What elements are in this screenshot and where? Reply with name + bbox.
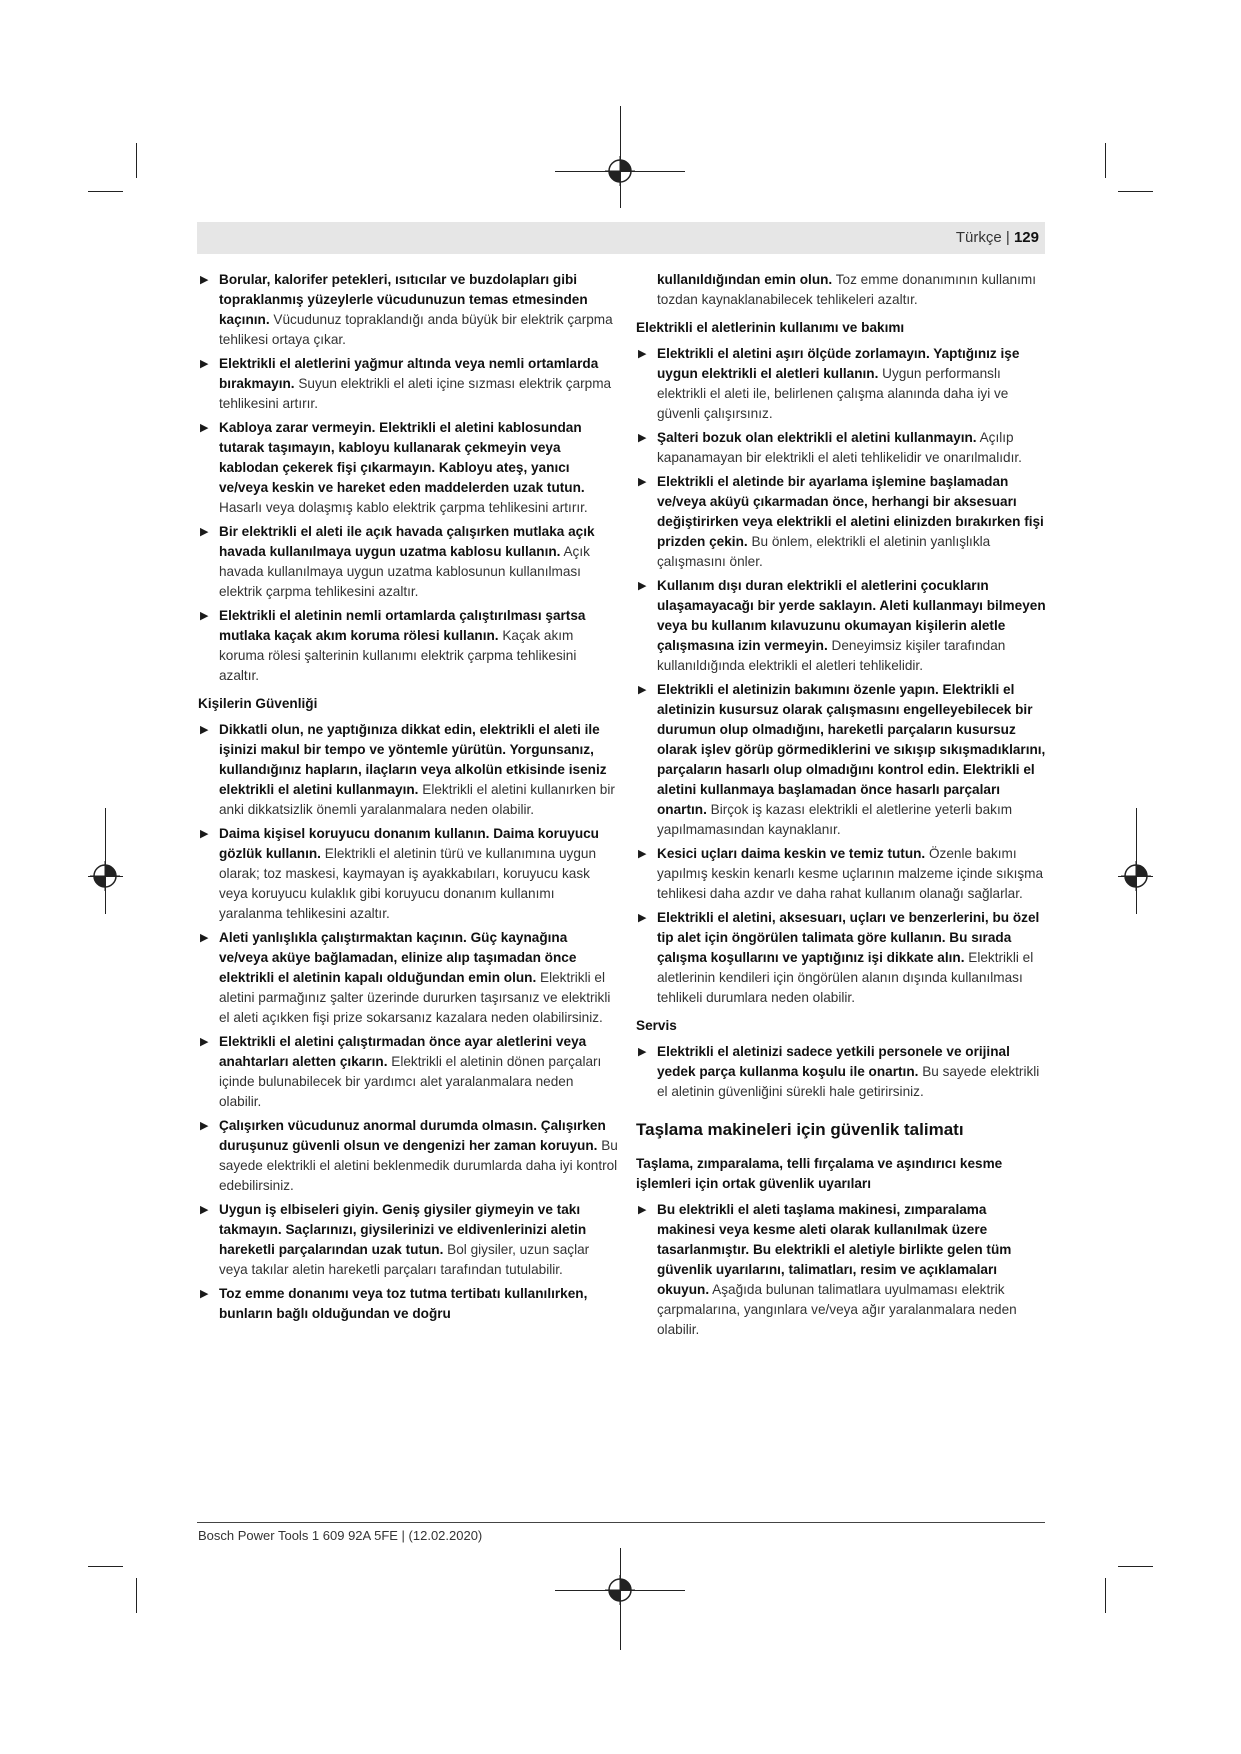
list-item bbox=[198, 522, 618, 602]
section-heading-service: Servis bbox=[636, 1018, 677, 1033]
footer-text: Bosch Power Tools 1 609 92A 5FE | (12.02.2020) bbox=[198, 1528, 483, 1543]
registration-target-icon bbox=[605, 1575, 635, 1605]
registration-target-icon bbox=[1121, 861, 1151, 891]
right-column bbox=[636, 270, 1046, 1344]
list-item bbox=[198, 418, 618, 518]
item-bold-text: Elektrikli el aletinin nemli ortamlarda çalıştırılması şartsa mutlaka kaçak akım koruma rölesi kullanın. bbox=[219, 608, 586, 643]
bullet-arrow-icon: ▶ bbox=[638, 848, 647, 860]
header-language: Türkçe bbox=[955, 229, 1002, 246]
item-bold-text: Elektrikli el aletini aşırı ölçüde zorlamayın. Yaptığınız işe uygun elektrikli el aletleri kullanın. bbox=[657, 346, 1020, 381]
page-number: 129 bbox=[1013, 229, 1039, 246]
bullet-arrow-icon: ▶ bbox=[200, 1204, 209, 1216]
bullet-arrow-icon: ▶ bbox=[200, 274, 209, 286]
bullet-arrow-icon: ▶ bbox=[200, 1288, 209, 1300]
item-text: Elektrikli el aletinin dönen parçaları içinde bulunabilecek bir yardımcı alet yaralanmalara neden olabilir. bbox=[219, 1054, 602, 1109]
crop-mark bbox=[88, 1566, 123, 1567]
item-text: Elektrikli el aletinin türü ve kullanımına uygun olarak; toz maskesi, kaymayan iş ayakkabıları, koruyucu kask veya koruyucu kulaklık gibi koruyucu donanım kullanımı yaralanma tehlikesini azaltır. bbox=[219, 846, 597, 921]
list-item bbox=[198, 928, 618, 1028]
list-service bbox=[636, 1042, 1046, 1102]
list-item bbox=[636, 576, 1046, 676]
list-item bbox=[636, 680, 1046, 840]
list-item bbox=[198, 354, 618, 414]
list-item bbox=[198, 824, 618, 924]
list-item bbox=[636, 472, 1046, 572]
left-column bbox=[198, 270, 618, 1328]
list-item bbox=[198, 720, 618, 820]
list-item bbox=[198, 1200, 618, 1280]
crop-mark bbox=[136, 143, 137, 178]
item-bold-text: Kullanım dışı duran elektrikli el aletlerini çocukların ulaşamayacağı bir yerde saklayın. Aleti kullanmayı bilmeyen veya bu kullanım kılavuzunu okumayan kişilerin aletle çalışmasına izin vermeyin. bbox=[657, 578, 1046, 653]
item-text: Bu önlem, elektrikli el aletinin yanlışlıkla çalışmasını önler. bbox=[657, 534, 991, 569]
bullet-arrow-icon: ▶ bbox=[638, 684, 647, 696]
bullet-arrow-icon: ▶ bbox=[200, 610, 209, 622]
header-separator: | bbox=[1005, 229, 1010, 246]
item-text: Açılıp kapanamayan bir elektrikli el aleti tehlikelidir ve onarılmalıdır. bbox=[657, 430, 1022, 465]
item-text: Toz emme donanımının kullanımı tozdan kaynaklanabilecek tehlikeleri azaltır. bbox=[657, 272, 1036, 307]
list-common-warnings bbox=[636, 1200, 1046, 1340]
item-text: Açık havada kullanılmaya uygun uzatma kablosunun kullanılması elektrik çarpma tehlikesini azaltır. bbox=[219, 544, 590, 599]
bullet-arrow-icon: ▶ bbox=[200, 1120, 209, 1132]
section-heading-tool-use: Elektrikli el aletlerinin kullanımı ve bakımı bbox=[636, 320, 905, 335]
item-bold-text: Elektrikli el aletinde bir ayarlama işlemine başlamadan ve/veya aküyü çıkarmadan önce, herhangi bir aksesuarı değiştirirken veya elektrikli el aletini elinizden bırakırken fişi prizden çekin. bbox=[657, 474, 1044, 549]
item-bold-text: Elektrikli el aletinizin bakımını özenle yapın. Elektrikli el aletinizin kusursuz olarak çalışmasını engelleyebilecek bir durumun olup olmadığını, hareketli parçaların kusursuz olarak işlev görüp görmediklerini ve sıkışıp sıkışmadıklarını, parçaların hasarlı olup olmadığını kontrol edin. Elektrikli el aletini kullanmaya başlamadan önce hasarlı parçaları onartın. bbox=[657, 682, 1046, 817]
bullet-arrow-icon: ▶ bbox=[638, 432, 647, 444]
item-text: Vücudunuz topraklandığı anda büyük bir elektrik çarpma tehlikesi ortaya çıkar. bbox=[219, 312, 613, 347]
item-text: Deneyimsiz kişiler tarafından kullanıldığında elektrikli el aletleri tehlikelidir. bbox=[657, 638, 1006, 673]
heading-grinding-safety: Taşlama makineleri için güvenlik talimatı bbox=[636, 1120, 964, 1139]
list-item bbox=[636, 428, 1046, 468]
bullet-arrow-icon: ▶ bbox=[638, 912, 647, 924]
item-text: Bu sayede elektrikli el aletini beklenmedik durumlarda daha iyi kontrol edebilirsiniz. bbox=[219, 1138, 618, 1193]
list-item bbox=[636, 344, 1046, 424]
item-bold-text: kullanıldığından emin olun. bbox=[657, 272, 833, 287]
footer-divider bbox=[197, 1522, 1045, 1523]
list-item bbox=[198, 606, 618, 686]
item-text: Suyun elektrikli el aleti içine sızması elektrik çarpma tehlikesini artırır. bbox=[219, 376, 612, 411]
item-bold-text: Bir elektrikli el aleti ile açık havada çalışırken mutlaka açık havada kullanılmaya uygun uzatma kablosu kullanın. bbox=[219, 524, 595, 559]
item-bold-text: Kesici uçları daima keskin ve temiz tutun. bbox=[657, 846, 926, 861]
item-bold-text: Elektrikli el aletlerini yağmur altında veya nemli ortamlarda bırakmayın. bbox=[219, 356, 599, 391]
item-text: Kaçak akım koruma rölesi şalterinin kullanımı elektrik çarpma tehlikesini azaltır. bbox=[219, 628, 577, 683]
registration-target-icon bbox=[605, 156, 635, 186]
bullet-arrow-icon: ▶ bbox=[200, 422, 209, 434]
continued-item bbox=[636, 270, 1046, 310]
item-text: Elektrikli el aletini parmağınız şalter üzerinde dururken taşırsanız ve elektrikli el aleti açıkken fişi prize sokarsanız kazalara neden olabilirsiniz. bbox=[219, 970, 611, 1025]
section-heading-personal-safety: Kişilerin Güvenliği bbox=[198, 696, 318, 711]
item-text: Hasarlı veya dolaşmış kablo elektrik çarpma tehlikesini artırır. bbox=[219, 500, 588, 515]
bullet-arrow-icon: ▶ bbox=[200, 358, 209, 370]
subheading-common-warnings: Taşlama, zımparalama, telli fırçalama ve aşındırıcı kesme işlemleri için ortak güvenlik uyarıları bbox=[636, 1156, 1003, 1191]
crop-mark bbox=[136, 1578, 137, 1613]
list-tool-use bbox=[636, 344, 1046, 1008]
item-text: Elektrikli el aletini kullanırken bir anki dikkatsizlik önemli yaralanmalara neden olabilir. bbox=[219, 782, 615, 817]
crop-mark bbox=[1105, 143, 1106, 178]
item-bold-text: Borular, kalorifer petekleri, ısıtıcılar ve buzdolapları gibi topraklanmış yüzeylerle vücudunuzun temas etmesinden kaçının. bbox=[219, 272, 588, 327]
item-text: Birçok iş kazası elektrikli el aletlerine yeterli bakım yapılmamasından kaynaklanır. bbox=[657, 802, 1013, 837]
list-item bbox=[636, 908, 1046, 1008]
item-text: Aşağıda bulunan talimatlara uyulmaması elektrik çarpmalarına, yangınlara ve/veya ağır yaralanmalara neden olabilir. bbox=[657, 1282, 1017, 1337]
item-bold-text: Bu elektrikli el aleti taşlama makinesi, zımparalama makinesi veya kesme aleti olarak kullanılmak üzere tasarlanmıştır. Bu elektrikli el aletiyle birlikte gelen tüm güvenlik uyarılarını, talimatları, resim ve açıklamaları okuyun. bbox=[657, 1202, 1012, 1297]
bullet-arrow-icon: ▶ bbox=[638, 1046, 647, 1058]
list-item bbox=[636, 1042, 1046, 1102]
bullet-arrow-icon: ▶ bbox=[200, 724, 209, 736]
item-bold-text: Aleti yanlışlıkla çalıştırmaktan kaçının. Güç kaynağına ve/veya aküye bağlamadan, elinize alıp taşımadan önce elektrikli el aletinin kapalı olduğundan emin olun. bbox=[219, 930, 577, 985]
crop-mark bbox=[1118, 191, 1153, 192]
list-item bbox=[636, 844, 1046, 904]
bullet-arrow-icon: ▶ bbox=[638, 1204, 647, 1216]
item-bold-text: Dikkatli olun, ne yaptığınıza dikkat edin, elektrikli el aleti ile işinizi makul bir tempo ve yöntemle yürütün. Yorgunsanız, kullandığınız hapların, ilaçların veya alkolün etkisinde iseniz elektrikli el aletini kullanmayın. bbox=[219, 722, 607, 797]
list-item bbox=[198, 1116, 618, 1196]
bullet-arrow-icon: ▶ bbox=[200, 828, 209, 840]
item-bold-text: Kabloya zarar vermeyin. Elektrikli el aletini kablosundan tutarak taşımayın, kabloyu kullanarak çekmeyin veya kablodan çekerek fişi çıkarmayın. Kabloyu ateş, yanıcı ve/veya keskin ve hareket eden maddelerden uzak tutun. bbox=[219, 420, 585, 495]
item-bold-text: Toz emme donanımı veya toz tutma tertibatı kullanılırken, bunların bağlı olduğundan ve doğru bbox=[219, 1286, 588, 1321]
crop-mark bbox=[1118, 1566, 1153, 1567]
list-item bbox=[198, 270, 618, 350]
bullet-arrow-icon: ▶ bbox=[638, 476, 647, 488]
list-item bbox=[636, 1200, 1046, 1340]
item-text: Bu sayede elektrikli el aletinin güvenliğini sürekli hale getirirsiniz. bbox=[657, 1064, 1040, 1099]
list-item bbox=[198, 1284, 618, 1324]
item-bold-text: Daima kişisel koruyucu donanım kullanın. Daima koruyucu gözlük kullanın. bbox=[219, 826, 599, 861]
item-bold-text: Elektrikli el aletinizi sadece yetkili personele ve orijinal yedek parça kullanma koşulu ile onartın. bbox=[657, 1044, 1010, 1079]
item-text: Uygun performanslı elektrikli el aleti ile, belirlenen çalışma alanında daha iyi ve güvenli çalışırsınız. bbox=[657, 366, 1009, 421]
item-text: Bol giysiler, uzun saçlar veya takılar aletin hareketli parçaları tarafından tutulabilir. bbox=[219, 1242, 590, 1277]
item-bold-text: Uygun iş elbiseleri giyin. Geniş giysiler giymeyin ve takı takmayın. Saçlarınızı, giysilerinizi ve eldivenlerinizi aletin hareketli parçalarından uzak tutun. bbox=[219, 1202, 587, 1257]
list-personal-safety bbox=[198, 720, 618, 1324]
bullet-arrow-icon: ▶ bbox=[200, 526, 209, 538]
registration-target-icon bbox=[90, 861, 120, 891]
bullet-arrow-icon: ▶ bbox=[638, 348, 647, 360]
item-bold-text: Elektrikli el aletini çalıştırmadan önce ayar aletlerini veya anahtarları aletten çıkarın. bbox=[219, 1034, 587, 1069]
list-electrical-safety bbox=[198, 270, 618, 686]
page-header bbox=[197, 222, 1045, 254]
item-text: Özenle bakımı yapılmış keskin kenarlı kesme uçlarının malzeme içinde sıkışma tehlikesi daha azdır ve daha rahat kullanım olanağı sağlarlar. bbox=[657, 846, 1044, 901]
item-text: Elektrikli el aletlerinin kendileri için öngörülen alanın dışında kullanılması tehlikeli durumlara neden olabilir. bbox=[657, 950, 1034, 1005]
crop-mark bbox=[1105, 1578, 1106, 1613]
bullet-arrow-icon: ▶ bbox=[200, 932, 209, 944]
item-bold-text: Şalteri bozuk olan elektrikli el aletini kullanmayın. bbox=[657, 430, 977, 445]
bullet-arrow-icon: ▶ bbox=[200, 1036, 209, 1048]
item-bold-text: Çalışırken vücudunuz anormal durumda olmasın. Çalışırken duruşunuz güvenli olsun ve dengenizi her zaman koruyun. bbox=[219, 1118, 606, 1153]
header-text bbox=[956, 222, 1045, 254]
bullet-arrow-icon: ▶ bbox=[638, 580, 647, 592]
crop-mark bbox=[88, 191, 123, 192]
list-item bbox=[198, 1032, 618, 1112]
item-bold-text: Elektrikli el aletini, aksesuarı, uçları ve benzerlerini, bu özel tip alet için öngörülen talimata göre kullanın. Bu sırada çalışma koşullarını ve yaptığınız işi dikkate alın. bbox=[657, 910, 1040, 965]
